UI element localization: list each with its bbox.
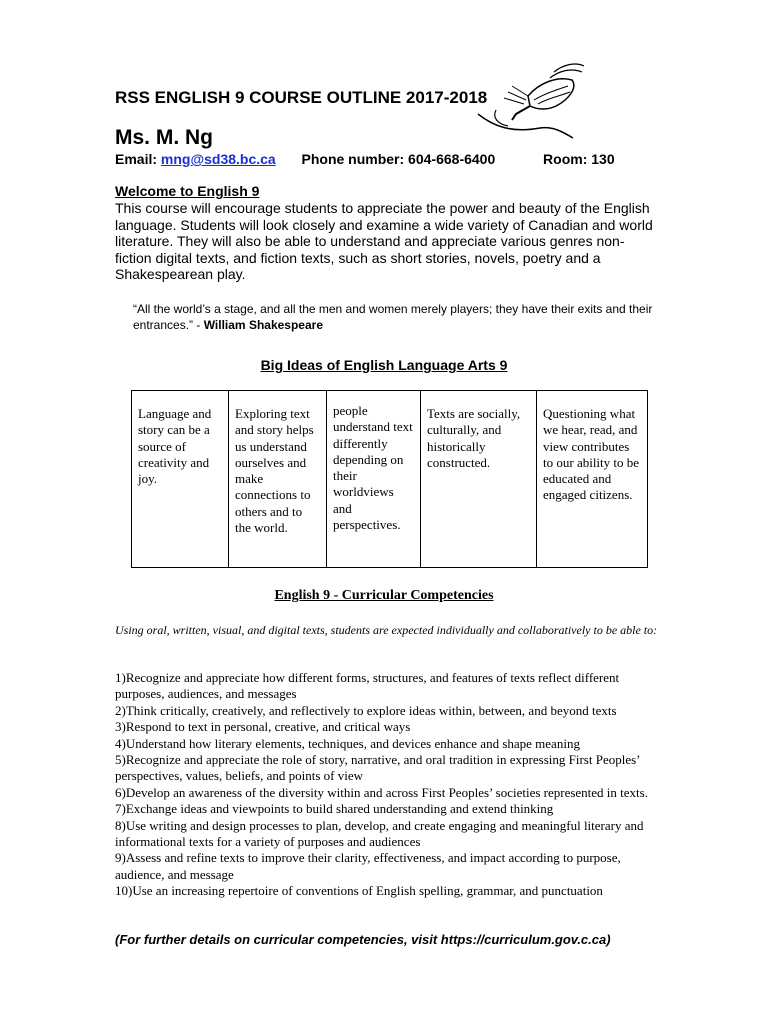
list-item: 8)Use writing and design processes to plan, develop, and create engaging and meaningful literary and informational texts for a variety of purposes and audiences [115,817,644,850]
email-label: Email: [115,151,158,167]
list-item: 2)Think critically, creatively, and reflectively to explore ideas within, between, and beyond texts [115,702,617,718]
list-item: 1)Recognize and appreciate how different forms, structures, and features of texts reflect different purposes, audiences, and messages [115,670,620,702]
big-idea-cell: Questioning what we hear, read, and view contributes to our ability to be educated and engaged citizens. [537,391,648,568]
big-idea-cell: Texts are socially, culturally, and historically constructed. [421,391,537,568]
welcome-paragraph: This course will encourage students to appreciate the power and beauty of the English language. Students will look closely and examine a wide variety of Canadian and world literature. They will also be able to understand and appreciate various genres non-fiction digital texts, and fiction texts, such as short stories, novels, poetry and a Shakespearean play. [115,200,653,282]
competencies-heading: English 9 - Curricular Competencies [274,588,494,603]
big-ideas-heading: Big Ideas of English Language Arts 9 [260,357,508,373]
big-idea-cell: Language and story can be a source of creativity and joy. [132,391,229,568]
table-row [132,391,648,568]
list-item: 4)Understand how literary elements, techniques, and devices enhance and shape meaning [115,735,580,751]
list-item: 9)Assess and refine texts to improve their clarity, effectiveness, and impact according to purpose, audience, and message [115,850,621,882]
quill-pen-icon [468,52,588,152]
quote-text: “All the world’s a stage, and all the men and women merely players; they have their exits and their entrances.” - [133,302,653,332]
quote-author: William Shakespeare [203,318,323,332]
big-ideas-table [131,390,648,568]
big-idea-cell: Exploring text and story helps us understand ourselves and make connections to others and to the world. [229,391,327,568]
email-link[interactable]: mng@sd38.bc.ca [160,151,276,167]
list-item: 7)Exchange ideas and viewpoints to build shared understanding and extend thinking [115,801,554,817]
contact-line [115,151,615,167]
competencies-list [115,670,660,900]
list-item: 10)Use an increasing repertoire of conventions of English spelling, grammar, and punctuation [115,883,603,899]
shakespeare-quote [133,301,663,333]
list-item: 6)Develop an awareness of the diversity within and across First Peoples’ societies represented in texts. [115,784,648,800]
teacher-name: Ms. M. Ng [115,126,213,149]
competencies-intro: Using oral, written, visual, and digital texts, students are expected individually and collaboratively to be able to: [115,623,658,637]
phone-number: Phone number: 604-668-6400 [301,151,496,167]
list-item: 3)Respond to text in personal, creative, and critical ways [115,719,411,735]
room-number: Room: 130 [543,151,615,167]
course-title: RSS ENGLISH 9 COURSE OUTLINE 2017-2018 [115,88,488,107]
big-idea-cell: people understand text differently depending on their worldviews and perspectives. [327,391,421,568]
footer-note: (For further details on curricular competencies, visit https://curriculum.gov.c.ca) [115,932,611,947]
welcome-heading: Welcome to English 9 [115,183,260,199]
list-item: 5)Recognize and appreciate the role of story, narrative, and oral tradition in expressing First Peoples’ perspectives, values, beliefs, and points of view [115,752,640,784]
